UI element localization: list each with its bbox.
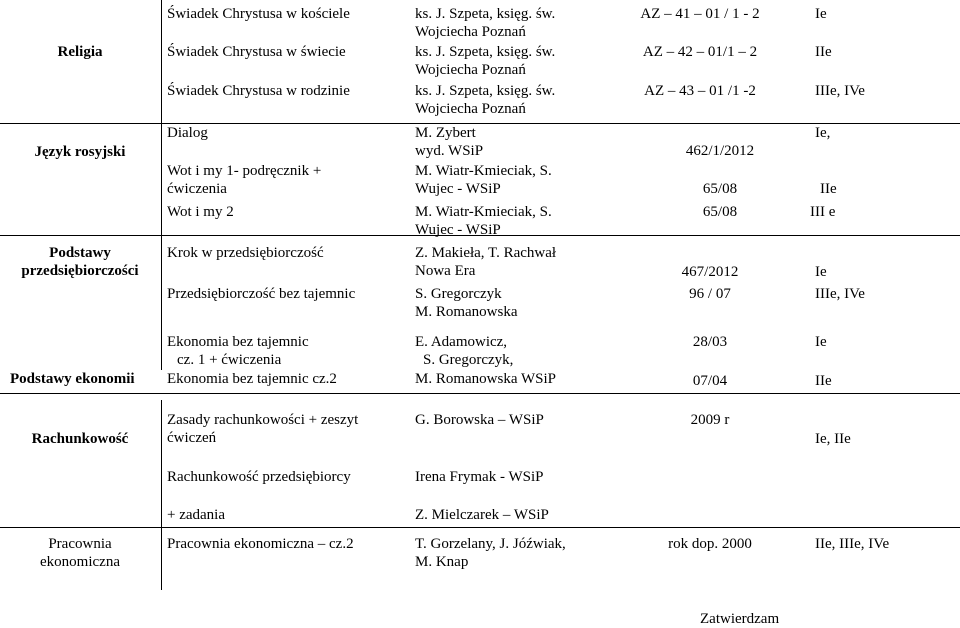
author-line: E. Adamowicz, — [415, 334, 508, 350]
author-line: M. Wiatr-Kmieciak, S. — [415, 163, 552, 179]
class-list: IIe — [815, 373, 832, 389]
author-line: M. Wiatr-Kmieciak, S. — [415, 204, 552, 220]
book-title: Dialog — [167, 125, 208, 141]
approval-number: 462/1/2012 — [685, 143, 755, 159]
book-title: Świadek Chrystusa w świecie — [167, 44, 346, 60]
class-list: IIIe, IVe — [815, 83, 865, 99]
subject-pracownia-ekonomiczna — [0, 535, 160, 571]
approval-number: 07/04 — [692, 373, 728, 389]
author-line: T. Gorzelany, J. Jóźwiak, — [415, 536, 566, 552]
book-title: Świadek Chrystusa w rodzinie — [167, 83, 350, 99]
approval-number: AZ – 42 – 01/1 – 2 — [642, 44, 758, 60]
author-line: Nowa Era — [415, 263, 476, 279]
book-author: Z. Mielczarek – WSiP — [415, 507, 549, 523]
approval-number: 65/08 — [702, 181, 738, 197]
divider — [161, 0, 162, 370]
book-title: Ekonomia bez tajemnic cz.2 — [167, 371, 337, 387]
author-line: ks. J. Szpeta, księg. św. — [415, 6, 556, 22]
author-line: M. Zybert — [415, 125, 476, 141]
book-title — [167, 411, 358, 447]
title-line: ćwiczeń — [167, 430, 217, 446]
author-line: ks. J. Szpeta, księg. św. — [415, 83, 556, 99]
author-line: M. Knap — [415, 554, 469, 570]
book-title: Rachunkowość przedsiębiorcy — [167, 469, 351, 485]
book-author — [415, 285, 518, 321]
class-list: Ie — [815, 334, 827, 350]
author-line: Wujec - WSiP — [415, 181, 501, 197]
divider — [161, 400, 162, 590]
book-author: Irena Frymak - WSiP — [415, 469, 544, 485]
book-author — [415, 333, 513, 369]
title-line: Zasady rachunkowości + zeszyt — [167, 412, 359, 428]
author-line: S. Gregorczyk — [415, 286, 502, 302]
approval-number: AZ – 43 – 01 /1 -2 — [644, 83, 756, 99]
title-line: Ekonomia bez tajemnic — [167, 334, 309, 350]
approval-number: AZ – 41 – 01 / 1 - 2 — [640, 6, 760, 22]
author-line: S. Gregorczyk, — [423, 352, 514, 368]
book-author — [415, 5, 555, 41]
book-author — [415, 82, 555, 118]
book-author — [415, 43, 555, 79]
title-line: ćwiczenia — [167, 181, 227, 197]
book-title: Wot i my 2 — [167, 204, 234, 220]
class-list: III e — [810, 204, 836, 220]
title-line: Wot i my 1- podręcznik + — [167, 163, 322, 179]
subject-line: Podstawy — [49, 245, 111, 261]
author-line: Wujec - WSiP — [415, 222, 501, 238]
subject-line: ekonomiczna — [40, 554, 120, 570]
book-author — [415, 244, 556, 280]
approval-number: 96 / 07 — [689, 286, 731, 302]
book-author: G. Borowska – WSiP — [415, 412, 544, 428]
subject-line: Pracownia — [48, 536, 112, 552]
approval-number: 65/08 — [702, 204, 738, 220]
approval-number: rok dop. 2000 — [668, 536, 752, 552]
book-title: Przedsiębiorczość bez tajemnic — [167, 286, 356, 302]
class-list: IIIe, IVe — [815, 286, 865, 302]
book-title — [167, 162, 321, 198]
book-author — [415, 162, 552, 198]
book-author — [415, 124, 483, 160]
title-line: cz. 1 + ćwiczenia — [177, 352, 282, 368]
subject-podstawy-przedsiebiorczosci — [0, 244, 160, 280]
subject-line: przedsiębiorczości — [21, 263, 139, 279]
author-line: wyd. WSiP — [415, 143, 484, 159]
subject-religia: Religia — [57, 44, 103, 60]
book-title: Krok w przedsiębiorczość — [167, 245, 324, 261]
subject-rachunkowosc: Rachunkowość — [31, 431, 129, 447]
author-line: Z. Makieła, T. Rachwał — [415, 245, 557, 261]
approval-number: 467/2012 — [681, 264, 739, 280]
book-title: Świadek Chrystusa w kościele — [167, 6, 350, 22]
book-title: + zadania — [167, 507, 226, 523]
book-title — [167, 333, 309, 369]
class-list: IIe — [815, 44, 832, 60]
approval-number: 2009 r — [690, 412, 730, 428]
book-author — [415, 203, 552, 239]
author-line: Wojciecha Poznań — [415, 101, 526, 117]
book-title: Pracownia ekonomiczna – cz.2 — [167, 536, 354, 552]
author-line: Wojciecha Poznań — [415, 24, 526, 40]
book-author — [415, 535, 566, 571]
class-list: IIe — [820, 181, 837, 197]
author-line: ks. J. Szpeta, księg. św. — [415, 44, 556, 60]
book-author: M. Romanowska WSiP — [415, 371, 556, 387]
class-list: Ie, — [815, 125, 831, 141]
class-list: IIe, IIIe, IVe — [815, 536, 890, 552]
divider — [0, 393, 960, 394]
author-line: M. Romanowska — [415, 304, 518, 320]
author-line: Wojciecha Poznań — [415, 62, 526, 78]
approval-number: 28/03 — [692, 334, 728, 350]
subject-jezyk-rosyjski: Język rosyjski — [34, 144, 126, 160]
subject-podstawy-ekonomii: Podstawy ekonomii — [10, 371, 135, 387]
class-list: Ie, IIe — [815, 431, 851, 447]
class-list: Ie — [815, 6, 827, 22]
class-list: Ie — [815, 264, 827, 280]
divider — [0, 527, 960, 528]
footer-approval: Zatwierdzam — [700, 611, 780, 627]
